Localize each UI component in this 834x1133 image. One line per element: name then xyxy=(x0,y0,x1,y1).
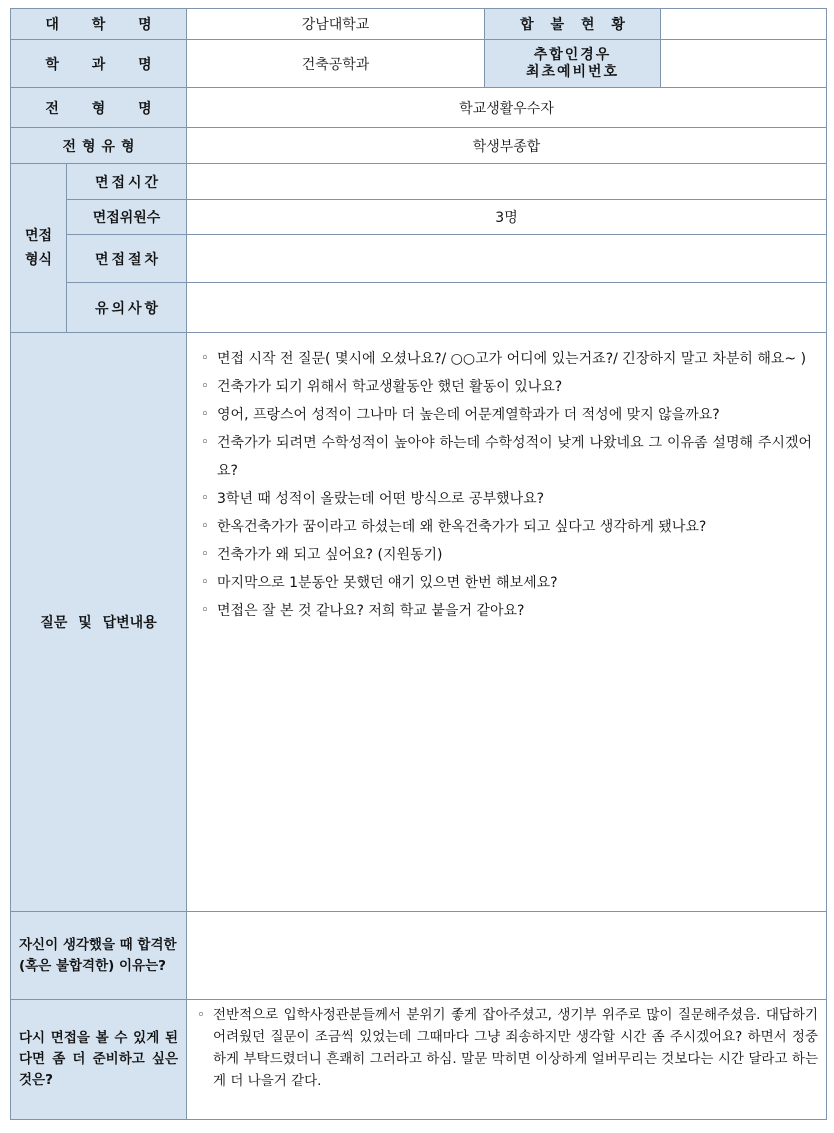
qa-list xyxy=(201,345,812,625)
row-prepare xyxy=(11,1000,827,1120)
label-waitlist xyxy=(485,40,661,88)
row-qa xyxy=(11,333,827,912)
prepare-content xyxy=(187,1000,827,1120)
question-item: ◦ 3학년 때 성적이 올랐는데 어떤 방식으로 공부했나요? xyxy=(201,485,812,513)
label-waitlist-line1: 추합인경우 xyxy=(533,46,612,63)
value-track: 학교생활우수자 xyxy=(187,88,827,128)
label-reason: 자신이 생각했을 때 합격한(혹은 불합격한) 이유는? xyxy=(11,912,187,1000)
row-university xyxy=(11,9,827,40)
row-interviewers xyxy=(11,200,827,235)
row-notes xyxy=(11,283,827,333)
label-track-type: 전형유형 xyxy=(11,128,187,164)
label-format: 면접 형식 xyxy=(11,164,67,333)
label-track: 전 형 명 xyxy=(11,88,187,128)
label-qa: 질문 및 답변내용 xyxy=(11,333,187,912)
label-procedure: 면접절차 xyxy=(67,235,187,283)
question-item: ◦ 영어, 프랑스어 성적이 그나마 더 높은데 어문계열학과가 더 적성에 맞지 않을까요? xyxy=(201,401,812,429)
label-notes: 유의사항 xyxy=(67,283,187,333)
row-interview-time xyxy=(11,164,827,200)
question-item: ◦ 면접 시작 전 질문( 몇시에 오셨나요?/ ○○고가 어디에 있는거죠?/ 긴장하지 말고 차분히 해요~ ) xyxy=(201,345,812,373)
value-status xyxy=(661,9,827,40)
label-prepare: 다시 면접을 볼 수 있게 된다면 좀 더 준비하고 싶은 것은? xyxy=(11,1000,187,1120)
value-time xyxy=(187,164,827,200)
row-reason xyxy=(11,912,827,1000)
value-university: 강남대학교 xyxy=(187,9,485,40)
value-interviewers: 3명 xyxy=(187,200,827,235)
value-notes xyxy=(187,283,827,333)
value-procedure xyxy=(187,235,827,283)
row-procedure xyxy=(11,235,827,283)
row-department xyxy=(11,40,827,88)
value-track-type: 학생부종합 xyxy=(187,128,827,164)
row-track xyxy=(11,88,827,128)
report-table xyxy=(10,8,827,1120)
label-interviewers: 면접위원수 xyxy=(67,200,187,235)
label-status: 합 불 현 황 xyxy=(485,9,661,40)
value-waitlist xyxy=(661,40,827,88)
label-waitlist-line2: 최초예비번호 xyxy=(525,63,620,80)
question-item: ◦ 건축가가 되기 위해서 학교생활동안 했던 활동이 있나요? xyxy=(201,373,812,401)
label-time: 면접시간 xyxy=(67,164,187,200)
question-item: ◦ 건축가가 왜 되고 싶어요? (지원동기) xyxy=(201,541,812,569)
question-item: ◦ 면접은 잘 본 것 같나요? 저희 학교 붙을거 같아요? xyxy=(201,597,812,625)
label-university: 대 학 명 xyxy=(11,9,187,40)
qa-content xyxy=(187,333,827,912)
question-item: ◦ 건축가가 되려면 수학성적이 높아야 하는데 수학성적이 낮게 나왔네요 그 이유좀 설명해 주시겠어요? xyxy=(201,429,812,485)
value-department: 건축공학과 xyxy=(187,40,485,88)
interview-report xyxy=(10,8,826,1120)
question-item: ◦ 한옥건축가가 꿈이라고 하셨는데 왜 한옥건축가가 되고 싶다고 생각하게 됐나요? xyxy=(201,513,812,541)
question-item: ◦ 마지막으로 1분동안 못했던 얘기 있으면 한번 해보세요? xyxy=(201,569,812,597)
label-department: 학 과 명 xyxy=(11,40,187,88)
prepare-text: ◦ 전반적으로 입학사정관분들께서 분위기 좋게 잡아주셨고, 생기부 위주로 많이 질문해주셨음. 대답하기 어려웠던 질문이 조금씩 있었는데 그때마다 그냥 죄송하지만 생각할 시간 좀 주시겠어요? 하면서 정중하게 부탁드렸더니 흔쾌히 그러라고 하심. 말문 막히면 이상하게 얼버무리는 것보다는 시간 달라고 하는게 더 나을거 같다. xyxy=(197,1004,818,1092)
row-track-type xyxy=(11,128,827,164)
value-reason xyxy=(187,912,827,1000)
